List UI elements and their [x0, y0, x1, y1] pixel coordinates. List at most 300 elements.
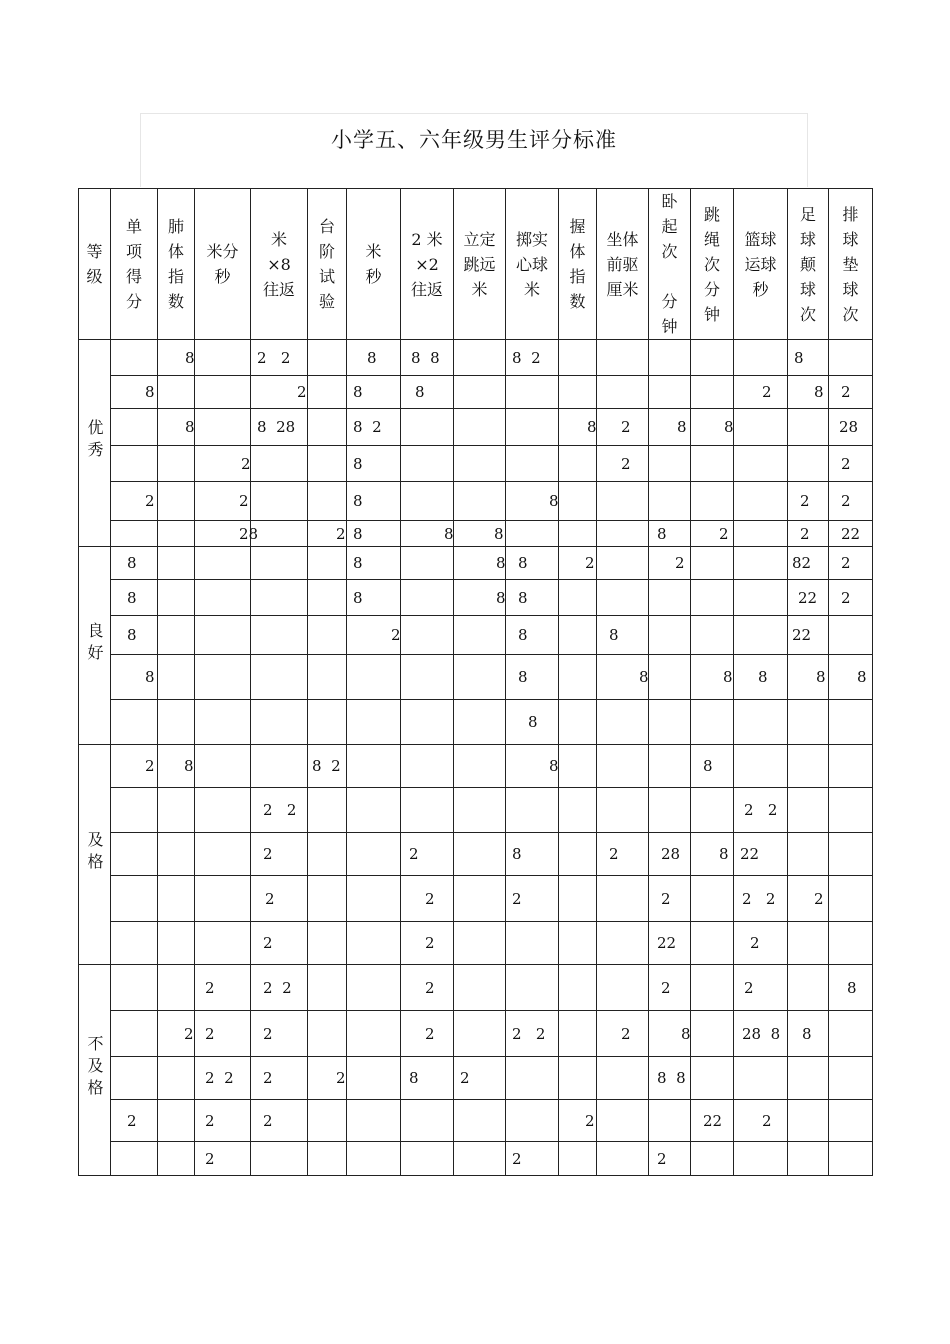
- table-cell: [559, 409, 597, 446]
- cell-value: 8: [816, 668, 826, 686]
- table-cell: [251, 1057, 308, 1100]
- table-cell: [158, 788, 195, 833]
- table-row: [79, 788, 873, 833]
- cell-value: 22: [792, 626, 812, 644]
- table-cell: [401, 965, 454, 1011]
- table-cell: [734, 1057, 788, 1100]
- table-cell: [788, 1100, 829, 1142]
- cell-value: 2: [205, 1111, 215, 1130]
- table-cell: [251, 376, 308, 409]
- cell-value: 8 8: [657, 1069, 686, 1087]
- column-header-10: [559, 189, 597, 340]
- table-cell: [829, 409, 873, 446]
- table-cell: [111, 922, 158, 965]
- cell-value: 8: [127, 588, 137, 607]
- table-cell: [454, 876, 506, 922]
- table-cell: [597, 376, 649, 409]
- table-cell: [559, 376, 597, 409]
- table-cell: [788, 745, 829, 788]
- table-cell: [308, 965, 347, 1011]
- table-cell: [251, 1011, 308, 1057]
- table-cell: [347, 922, 401, 965]
- cell-value: 2: [425, 934, 435, 952]
- table-cell: [829, 965, 873, 1011]
- cell-value: 2: [841, 492, 851, 510]
- column-header-label: 卧 起 次 分 钟: [661, 192, 678, 336]
- table-cell: [308, 922, 347, 965]
- table-cell: [111, 833, 158, 876]
- cell-value: 2: [585, 554, 595, 572]
- table-cell: [691, 340, 734, 376]
- table-cell: [649, 655, 691, 700]
- table-cell: [251, 446, 308, 482]
- table-cell: [401, 409, 454, 446]
- table-cell: [649, 547, 691, 580]
- table-cell: [788, 1142, 829, 1176]
- table-cell: [251, 922, 308, 965]
- cell-value: 8: [127, 554, 137, 572]
- table-cell: [111, 521, 158, 547]
- table-cell: [649, 745, 691, 788]
- table-cell: [158, 446, 195, 482]
- table-cell: [251, 833, 308, 876]
- cell-value: 2: [205, 978, 215, 997]
- column-header-3: [195, 189, 251, 340]
- table-cell: [788, 1057, 829, 1100]
- cell-value: 2: [750, 934, 760, 952]
- table-cell: [195, 616, 251, 655]
- table-cell: [506, 616, 559, 655]
- table-cell: [829, 547, 873, 580]
- cell-value: 8: [185, 348, 195, 367]
- table-row: [79, 1057, 873, 1100]
- cell-value: 8 2: [312, 757, 341, 775]
- table-cell: [111, 547, 158, 580]
- cell-value: 8: [496, 554, 506, 572]
- cell-value: 8: [518, 668, 528, 686]
- table-cell: [111, 376, 158, 409]
- table-cell: [454, 446, 506, 482]
- cell-value: 2: [145, 492, 155, 510]
- table-row: [79, 376, 873, 409]
- table-cell: [158, 965, 195, 1011]
- table-cell: [111, 482, 158, 521]
- table-cell: [829, 1142, 873, 1176]
- cell-value: 8: [127, 626, 137, 644]
- table-cell: [506, 745, 559, 788]
- table-cell: [597, 580, 649, 616]
- table-cell: [691, 700, 734, 745]
- cell-value: 2: [841, 383, 851, 401]
- table-cell: [111, 1100, 158, 1142]
- cell-value: 2: [762, 1111, 772, 1130]
- cell-value: 8: [185, 418, 195, 436]
- table-cell: [597, 409, 649, 446]
- table-cell: [788, 965, 829, 1011]
- column-header-1: [111, 189, 158, 340]
- table-cell: [347, 1057, 401, 1100]
- table-cell: [454, 700, 506, 745]
- table-cell: [559, 1100, 597, 1142]
- cell-value: 8: [496, 588, 506, 607]
- table-cell: [788, 376, 829, 409]
- table-cell: [111, 1011, 158, 1057]
- table-cell: [649, 616, 691, 655]
- table-cell: [347, 446, 401, 482]
- table-cell: [734, 700, 788, 745]
- table-cell: [691, 1011, 734, 1057]
- column-header-12: [649, 189, 691, 340]
- table-cell: [195, 788, 251, 833]
- table-cell: [829, 340, 873, 376]
- table-cell: [308, 876, 347, 922]
- cell-value: 8: [145, 668, 155, 686]
- table-cell: [454, 616, 506, 655]
- column-header-label: 掷实 心球 米: [515, 229, 548, 299]
- table-cell: [401, 1142, 454, 1176]
- cell-value: 22: [657, 934, 677, 952]
- table-cell: [158, 1142, 195, 1176]
- table-cell: [506, 446, 559, 482]
- table-row: [79, 876, 873, 922]
- table-row: [79, 580, 873, 616]
- column-header-13: [691, 189, 734, 340]
- column-header-7: [401, 189, 454, 340]
- cell-value: 2: [425, 978, 435, 997]
- table-cell: [158, 745, 195, 788]
- table-cell: [829, 1100, 873, 1142]
- table-cell: [559, 1142, 597, 1176]
- table-cell: [195, 876, 251, 922]
- table-cell: [308, 521, 347, 547]
- table-cell: [506, 655, 559, 700]
- scoring-table: [78, 188, 873, 1176]
- table-cell: [454, 521, 506, 547]
- cell-value: 2: [657, 1149, 667, 1168]
- table-cell: [506, 700, 559, 745]
- cell-value: 8: [367, 348, 377, 367]
- cell-value: 22: [798, 588, 818, 607]
- cell-value: 8: [549, 757, 559, 775]
- table-cell: [454, 1057, 506, 1100]
- table-cell: [788, 700, 829, 745]
- table-cell: [158, 409, 195, 446]
- table-cell: [401, 876, 454, 922]
- cell-value: 2: [297, 383, 307, 401]
- table-cell: [401, 340, 454, 376]
- table-cell: [454, 965, 506, 1011]
- cell-value: 22: [740, 845, 760, 863]
- cell-value: 8: [353, 588, 363, 607]
- table-cell: [597, 1011, 649, 1057]
- table-cell: [829, 745, 873, 788]
- table-cell: [559, 521, 597, 547]
- cell-value: 28: [661, 845, 681, 863]
- cell-value: 28: [239, 524, 259, 543]
- table-cell: [251, 521, 308, 547]
- table-cell: [347, 965, 401, 1011]
- table-cell: [734, 922, 788, 965]
- table-cell: [195, 1100, 251, 1142]
- column-header-label: 坐体 前驱 厘米: [606, 229, 639, 299]
- table-cell: [347, 482, 401, 521]
- cell-value: 2: [425, 1024, 435, 1043]
- table-cell: [454, 580, 506, 616]
- table-row: [79, 1100, 873, 1142]
- table-cell: [506, 521, 559, 547]
- table-cell: [559, 833, 597, 876]
- table-cell: [195, 833, 251, 876]
- table-cell: [506, 922, 559, 965]
- column-header-8: [454, 189, 506, 340]
- table-row: [79, 965, 873, 1011]
- table-cell: [506, 580, 559, 616]
- table-row: [79, 547, 873, 580]
- table-cell: [347, 1142, 401, 1176]
- table-cell: [195, 922, 251, 965]
- grade-cell: [79, 547, 111, 745]
- table-cell: [506, 788, 559, 833]
- table-cell: [401, 788, 454, 833]
- cell-value: 2: [425, 889, 435, 908]
- table-cell: [251, 409, 308, 446]
- table-cell: [454, 1011, 506, 1057]
- cell-value: 2 2: [263, 978, 292, 997]
- table-cell: [401, 1057, 454, 1100]
- cell-value: 2: [621, 1024, 631, 1043]
- cell-value: 8: [657, 524, 667, 543]
- table-cell: [251, 616, 308, 655]
- table-cell: [597, 1057, 649, 1100]
- table-cell: [401, 580, 454, 616]
- table-row: [79, 409, 873, 446]
- column-header-label: 台 阶 试 验: [318, 217, 335, 311]
- table-cell: [401, 833, 454, 876]
- cell-value: 2: [391, 626, 401, 644]
- cell-value: 8: [353, 454, 363, 473]
- table-cell: [734, 1142, 788, 1176]
- table-cell: [195, 482, 251, 521]
- table-cell: [734, 965, 788, 1011]
- table-cell: [597, 700, 649, 745]
- table-cell: [111, 580, 158, 616]
- table-cell: [649, 1100, 691, 1142]
- table-cell: [788, 833, 829, 876]
- cell-value: 2: [800, 524, 810, 543]
- table-cell: [454, 482, 506, 521]
- table-cell: [559, 1011, 597, 1057]
- table-cell: [251, 340, 308, 376]
- table-cell: [401, 521, 454, 547]
- table-cell: [788, 482, 829, 521]
- table-cell: [454, 409, 506, 446]
- table-cell: [691, 922, 734, 965]
- table-cell: [308, 446, 347, 482]
- table-row: [79, 521, 873, 547]
- table-cell: [195, 376, 251, 409]
- cell-value: 8: [814, 383, 824, 401]
- table-cell: [649, 1142, 691, 1176]
- table-cell: [251, 547, 308, 580]
- cell-value: 2: [239, 492, 249, 510]
- cell-value: 8: [639, 668, 649, 686]
- table-cell: [308, 1011, 347, 1057]
- cell-value: 28: [839, 418, 859, 436]
- table-cell: [649, 876, 691, 922]
- table-cell: [111, 745, 158, 788]
- table-cell: [308, 833, 347, 876]
- table-row: [79, 655, 873, 700]
- table-cell: [401, 446, 454, 482]
- cell-value: 2: [621, 454, 631, 473]
- table-cell: [559, 1057, 597, 1100]
- table-cell: [597, 922, 649, 965]
- title-box: [140, 113, 808, 187]
- table-cell: [195, 1057, 251, 1100]
- table-cell: [506, 833, 559, 876]
- table-cell: [597, 876, 649, 922]
- cell-value: 8: [724, 418, 734, 436]
- table-cell: [559, 340, 597, 376]
- table-cell: [597, 833, 649, 876]
- table-cell: [788, 788, 829, 833]
- table-cell: [251, 745, 308, 788]
- table-cell: [597, 340, 649, 376]
- cell-value: 2: [814, 889, 824, 908]
- table-cell: [195, 700, 251, 745]
- cell-value: 2: [263, 1111, 273, 1130]
- table-cell: [649, 482, 691, 521]
- table-cell: [734, 876, 788, 922]
- table-cell: [649, 580, 691, 616]
- table-cell: [829, 655, 873, 700]
- table-cell: [251, 700, 308, 745]
- cell-value: 8: [444, 524, 454, 543]
- column-header-label: 握 体 指 数: [569, 217, 586, 311]
- table-cell: [734, 745, 788, 788]
- table-cell: [691, 547, 734, 580]
- table-cell: [649, 1057, 691, 1100]
- table-row: [79, 446, 873, 482]
- table-cell: [195, 745, 251, 788]
- table-cell: [788, 616, 829, 655]
- table-cell: [195, 547, 251, 580]
- table-cell: [691, 833, 734, 876]
- cell-value: 2: [409, 845, 419, 863]
- table-cell: [734, 1100, 788, 1142]
- cell-value: 8: [719, 845, 729, 863]
- table-cell: [691, 409, 734, 446]
- column-header-label: 米 ×8 往返: [262, 229, 295, 299]
- table-cell: [308, 1057, 347, 1100]
- table-cell: [506, 482, 559, 521]
- table-cell: [308, 409, 347, 446]
- grade-cell: [79, 340, 111, 547]
- column-header-4: [251, 189, 308, 340]
- column-header-label: 2 米 ×2 往返: [410, 229, 443, 299]
- table-cell: [454, 376, 506, 409]
- table-cell: [691, 616, 734, 655]
- cell-value: 8: [681, 1024, 691, 1043]
- table-cell: [829, 876, 873, 922]
- table-cell: [111, 446, 158, 482]
- table-cell: [649, 1011, 691, 1057]
- table-cell: [788, 922, 829, 965]
- column-header-label: 等 级: [86, 242, 103, 286]
- cell-value: 2 2: [263, 801, 297, 819]
- table-cell: [506, 1057, 559, 1100]
- table-cell: [506, 409, 559, 446]
- cell-value: 22: [703, 1111, 723, 1130]
- table-cell: [734, 580, 788, 616]
- table-cell: [401, 616, 454, 655]
- cell-value: 8: [723, 668, 733, 686]
- table-cell: [158, 700, 195, 745]
- column-header-label: 单 项 得 分: [125, 217, 142, 311]
- table-cell: [734, 616, 788, 655]
- table-cell: [734, 1011, 788, 1057]
- table-cell: [347, 547, 401, 580]
- table-cell: [559, 876, 597, 922]
- column-header-label: 立定 跳远 米: [463, 229, 496, 299]
- table-cell: [401, 922, 454, 965]
- table-cell: [308, 655, 347, 700]
- table-cell: [788, 340, 829, 376]
- table-cell: [158, 655, 195, 700]
- cell-value: 2: [585, 1111, 595, 1130]
- table-cell: [597, 521, 649, 547]
- table-cell: [347, 700, 401, 745]
- table-cell: [347, 521, 401, 547]
- table-cell: [559, 547, 597, 580]
- cell-value: 8: [518, 588, 528, 607]
- table-cell: [454, 922, 506, 965]
- table-cell: [691, 1057, 734, 1100]
- table-cell: [347, 1011, 401, 1057]
- table-cell: [691, 1142, 734, 1176]
- column-header-label: 米 秒: [365, 242, 382, 286]
- table-cell: [597, 1142, 649, 1176]
- cell-value: 8: [415, 383, 425, 401]
- table-cell: [251, 788, 308, 833]
- table-cell: [734, 376, 788, 409]
- cell-value: 8: [518, 554, 528, 572]
- cell-value: 2: [841, 554, 851, 572]
- table-cell: [734, 655, 788, 700]
- cell-value: 2: [744, 978, 754, 997]
- grade-label: 不及格: [85, 1035, 104, 1101]
- table-cell: [649, 922, 691, 965]
- table-cell: [649, 965, 691, 1011]
- cell-value: 2: [621, 418, 631, 436]
- table-cell: [691, 655, 734, 700]
- cell-value: 2: [800, 492, 810, 510]
- table-cell: [506, 547, 559, 580]
- table-cell: [597, 788, 649, 833]
- table-cell: [111, 616, 158, 655]
- cell-value: 8: [145, 383, 155, 401]
- table-cell: [829, 376, 873, 409]
- table-cell: [649, 833, 691, 876]
- cell-value: 8 28: [257, 418, 296, 436]
- cell-value: 8: [587, 418, 597, 436]
- table-cell: [347, 616, 401, 655]
- column-header-9: [506, 189, 559, 340]
- table-cell: [401, 1011, 454, 1057]
- cell-value: 2: [609, 845, 619, 863]
- table-cell: [347, 876, 401, 922]
- table-cell: [308, 376, 347, 409]
